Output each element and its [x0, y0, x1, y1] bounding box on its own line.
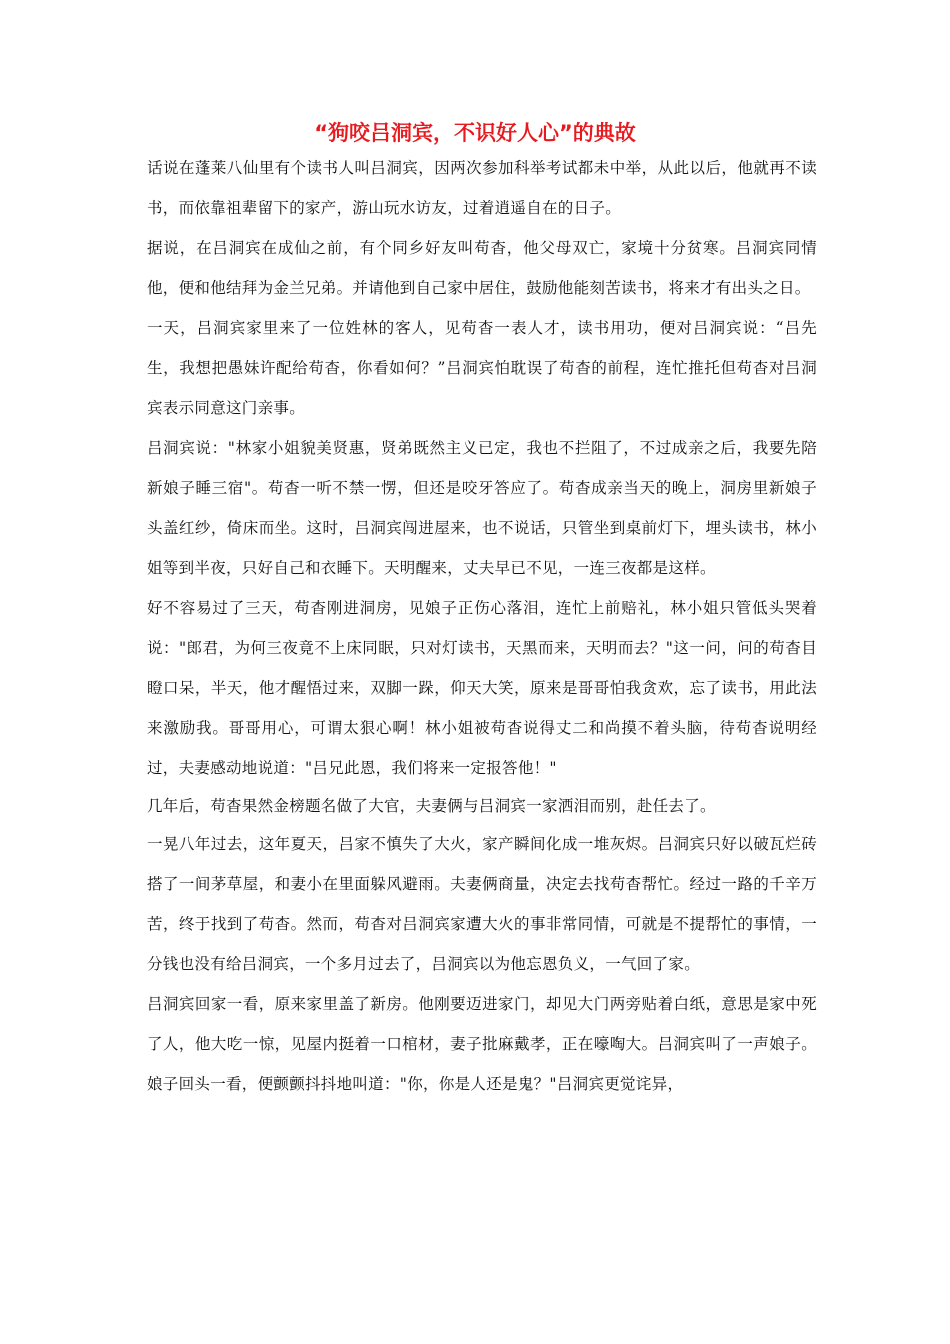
- paragraph-7: 一晃八年过去，这年夏天，吕家不慎失了大火，家产瞬间化成一堆灰烬。吕洞宾只好以破瓦烂砖搭了一间茅草屋，和妻小在里面躲风避雨。夫妻俩商量，决定去找苟杳帮忙。经过一路的千辛万苦，终于找到了苟杳。然而，苟杳对吕洞宾家遭大火的事非常同情，可就是不提帮忙的事情，一分钱也没有给吕洞宾，一个多月过去了，吕洞宾以为他忘恩负义，一气回了家。: [147, 835, 817, 973]
- paragraph-1: 话说在蓬莱八仙里有个读书人叫吕洞宾，因两次参加科举考试都未中举，从此以后，他就再不读书，而依靠祖辈留下的家产，游山玩水访友，过着逍遥自在的日子。: [147, 159, 817, 217]
- paragraph-8: 吕洞宾回家一看，原来家里盖了新房。他刚要迈进家门，却见大门两旁贴着白纸，意思是家中死了人，他大吃一惊，见屋内挺着一口棺材，妻子批麻戴孝，正在嚎啕大。吕洞宾叫了一声娘子。娘子回头一看，便颤颤抖抖地叫道："你，你是人还是鬼？"吕洞宾更觉诧异，: [147, 995, 817, 1093]
- paragraph-6: 几年后，苟杳果然金榜题名做了大官，夫妻俩与吕洞宾一家洒泪而别，赴任去了。: [147, 797, 716, 815]
- document-title: “狗咬吕洞宾，不识好人心”的典故: [314, 121, 636, 145]
- paragraph-4: 吕洞宾说："林家小姐貌美贤惠，贤弟既然主义已定，我也不拦阻了，不过成亲之后，我要先陪新娘子睡三宿"。苟杳一听不禁一愣，但还是咬牙答应了。苟杳成亲当天的晚上，洞房里新娘子头盖红纱，倚床而坐。这时，吕洞宾闯进屋来，也不说话，只管坐到桌前灯下，埋头读书，林小姐等到半夜，只好自己和衣睡下。天明醒来，丈夫早已不见，一连三夜都是这样。: [147, 439, 817, 577]
- document-body: [147, 148, 817, 1104]
- paragraph-3: 一天，吕洞宾家里来了一位姓林的客人，见苟杳一表人才，读书用功，便对吕洞宾说：“吕先生，我想把愚妹许配给苟杳，你看如何？”吕洞宾怕耽误了苟杳的前程，连忙推托但苟杳对吕洞宾表示同意这门亲事。: [147, 319, 817, 417]
- paragraph-2: 据说，在吕洞宾在成仙之前，有个同乡好友叫苟杳，他父母双亡，家境十分贫寒。吕洞宾同情他，便和他结拜为金兰兄弟。并请他到自己家中居住，鼓励他能刻苦读书，将来才有出头之日。: [147, 239, 817, 297]
- paragraph-5: 好不容易过了三天，苟杳刚进洞房，见娘子正伤心落泪，连忙上前赔礼，林小姐只管低头哭着说："郎君，为何三夜竟不上床同眠，只对灯读书，天黑而来，天明而去？"这一问，问的苟杳目瞪口呆，半天，他才醒悟过来，双脚一跺，仰天大笑，原来是哥哥怕我贪欢，忘了读书，用此法来激励我。哥哥用心，可谓太狠心啊！林小姐被苟杳说得丈二和尚摸不着头脑，待苟杳说明经过，夫妻感动地说道："吕兄此恩，我们将来一定报答他！": [147, 599, 817, 777]
